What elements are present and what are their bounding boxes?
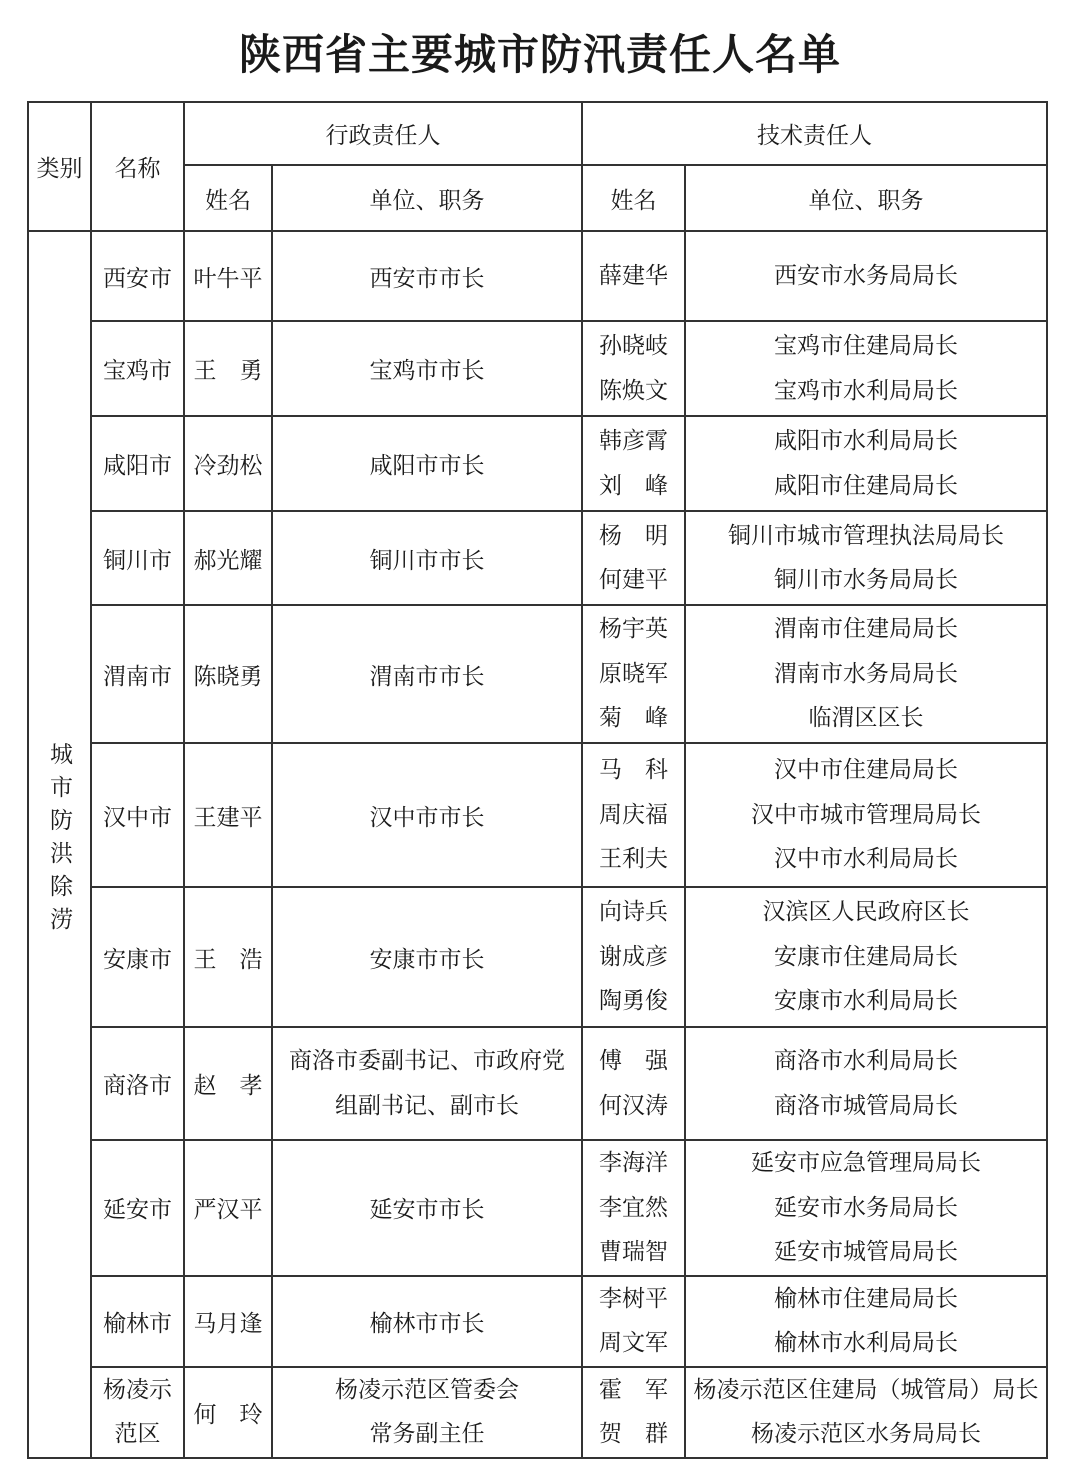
tech-unit-line: 杨凌示范区住建局（城管局）局长 [693, 1376, 1039, 1403]
table-body [28, 231, 1047, 1458]
city-name: 西安市 [91, 231, 184, 321]
city-name: 咸阳市 [91, 416, 184, 511]
tech-person [582, 887, 685, 1027]
document-title: 陕西省主要城市防汛责任人名单 [238, 30, 841, 79]
tech-person-line: 韩彦霄 [599, 428, 668, 454]
admin-person: 赵 孝 [184, 1027, 272, 1140]
city-name [91, 1367, 184, 1458]
table-row [28, 1276, 1047, 1367]
tech-person-line: 薛建华 [599, 262, 668, 289]
tech-person-line: 霍 军 [599, 1376, 668, 1403]
tech-person [582, 416, 685, 511]
city-name: 渭南市 [91, 605, 184, 743]
tech-unit-line: 咸阳市水利局局长 [774, 428, 958, 454]
tech-unit-line: 商洛市城管局局长 [774, 1092, 958, 1119]
admin-person: 叶牛平 [184, 231, 272, 321]
tech-unit [685, 605, 1047, 743]
tech-person [582, 605, 685, 743]
table-row [28, 605, 1047, 743]
table-row [28, 887, 1047, 1027]
admin-unit: 铜川市市长 [272, 511, 582, 605]
tech-person-line: 陶勇俊 [599, 988, 668, 1015]
admin-person: 王 浩 [184, 887, 272, 1027]
tech-person [582, 743, 685, 887]
tech-person-line: 孙晓岐 [599, 333, 668, 359]
tech-person [582, 511, 685, 605]
admin-unit-line: 商洛市委副书记、市政府党 [289, 1048, 565, 1074]
category-label: 城市防洪除涝 [46, 742, 72, 941]
tech-unit-line: 汉中市水利局局长 [774, 846, 958, 873]
city-name: 汉中市 [91, 743, 184, 887]
tech-person-line: 刘 峰 [599, 472, 668, 499]
tech-person-line: 王利夫 [599, 846, 668, 873]
tech-unit [685, 1027, 1047, 1140]
tech-unit-line: 延安市应急管理局局长 [751, 1150, 981, 1176]
table-row [28, 416, 1047, 511]
city-name: 商洛市 [91, 1027, 184, 1140]
admin-person: 何 玲 [184, 1367, 272, 1458]
tech-person-line: 马 科 [599, 757, 668, 784]
tech-person-line: 何汉涛 [599, 1092, 668, 1119]
tech-unit-line: 临渭区区长 [808, 705, 924, 732]
tech-unit-line: 安康市住建局局长 [774, 943, 958, 970]
tech-unit-line: 汉滨区人民政府区长 [762, 899, 970, 926]
city-name-line: 范区 [114, 1421, 161, 1447]
category-cell [28, 231, 91, 1458]
table-row [28, 743, 1047, 887]
tech-person-line: 李宜然 [599, 1194, 668, 1221]
tech-person [582, 231, 685, 321]
tech-person-line: 傅 强 [599, 1048, 668, 1074]
tech-unit-line: 宝鸡市水利局局长 [774, 377, 958, 404]
table-row [28, 1027, 1047, 1140]
admin-person: 马月逢 [184, 1276, 272, 1367]
admin-unit: 安康市市长 [272, 887, 582, 1027]
header-admin-person: 姓名 [184, 165, 272, 231]
city-name: 延安市 [91, 1140, 184, 1276]
tech-unit-line: 铜川市城市管理执法局局长 [728, 522, 1004, 549]
tech-unit-line: 杨凌示范区水务局局长 [751, 1421, 981, 1447]
header-tech-person: 姓名 [582, 165, 685, 231]
tech-person [582, 1276, 685, 1367]
tech-unit [685, 416, 1047, 511]
tech-unit-line: 渭南市水务局局长 [774, 660, 958, 687]
admin-unit: 西安市市长 [272, 231, 582, 321]
tech-person-line: 向诗兵 [599, 899, 668, 926]
tech-unit-line: 汉中市住建局局长 [774, 757, 958, 784]
tech-unit-line: 榆林市住建局局长 [774, 1285, 958, 1312]
header-tech-unit: 单位、职务 [685, 165, 1047, 231]
tech-person-line: 何建平 [599, 567, 668, 593]
tech-unit [685, 743, 1047, 887]
tech-person [582, 1140, 685, 1276]
tech-person-line: 陈焕文 [599, 377, 668, 404]
tech-unit [685, 321, 1047, 416]
admin-unit [272, 1367, 582, 1458]
tech-unit-line: 延安市水务局局长 [774, 1194, 958, 1221]
tech-unit [685, 887, 1047, 1027]
city-name: 铜川市 [91, 511, 184, 605]
responsibility-table [27, 101, 1048, 1459]
header-name: 名称 [91, 102, 184, 231]
admin-unit-line: 常务副主任 [369, 1421, 485, 1447]
city-name: 安康市 [91, 887, 184, 1027]
admin-person: 严汉平 [184, 1140, 272, 1276]
admin-unit: 汉中市市长 [272, 743, 582, 887]
admin-unit: 榆林市市长 [272, 1276, 582, 1367]
city-name: 榆林市 [91, 1276, 184, 1367]
admin-person: 王建平 [184, 743, 272, 887]
header-admin-group: 行政责任人 [184, 102, 582, 165]
tech-person-line: 杨宇英 [599, 616, 668, 643]
table-row [28, 321, 1047, 416]
admin-unit: 咸阳市市长 [272, 416, 582, 511]
tech-person [582, 1027, 685, 1140]
tech-person [582, 1367, 685, 1458]
city-name-line: 杨凌示 [103, 1376, 172, 1403]
city-name: 宝鸡市 [91, 321, 184, 416]
tech-unit-line: 商洛市水利局局长 [774, 1048, 958, 1074]
table-row [28, 231, 1047, 321]
tech-person-line: 周文军 [599, 1330, 668, 1356]
tech-person-line: 原晓军 [599, 660, 668, 687]
tech-unit [685, 1367, 1047, 1458]
tech-person [582, 321, 685, 416]
table-row [28, 1140, 1047, 1276]
tech-person-line: 曹瑞智 [599, 1239, 668, 1265]
tech-unit-line: 汉中市城市管理局局长 [751, 801, 981, 828]
admin-unit: 延安市市长 [272, 1140, 582, 1276]
admin-unit-line: 组副书记、副市长 [335, 1092, 519, 1119]
table-row [28, 1367, 1047, 1458]
admin-unit: 宝鸡市市长 [272, 321, 582, 416]
tech-person-line: 李海洋 [599, 1150, 668, 1176]
tech-unit-line: 安康市水利局局长 [774, 988, 958, 1015]
header-tech-group: 技术责任人 [582, 102, 1047, 165]
tech-unit [685, 1140, 1047, 1276]
admin-person: 王 勇 [184, 321, 272, 416]
tech-unit [685, 231, 1047, 321]
tech-person-line: 杨 明 [599, 522, 668, 549]
header-admin-unit: 单位、职务 [272, 165, 582, 231]
admin-unit: 渭南市市长 [272, 605, 582, 743]
tech-person-line: 李树平 [599, 1285, 668, 1312]
tech-person-line: 菊 峰 [599, 705, 668, 732]
admin-person: 陈晓勇 [184, 605, 272, 743]
header-category: 类别 [28, 102, 91, 231]
tech-person-line: 谢成彦 [599, 943, 668, 970]
tech-unit-line: 渭南市住建局局长 [774, 616, 958, 643]
tech-unit-line: 榆林市水利局局长 [774, 1330, 958, 1356]
admin-person: 郝光耀 [184, 511, 272, 605]
admin-unit [272, 1027, 582, 1140]
tech-unit-line: 宝鸡市住建局局长 [774, 333, 958, 359]
tech-unit-line: 西安市水务局局长 [774, 262, 958, 289]
tech-unit-line: 延安市城管局局长 [774, 1239, 958, 1265]
tech-unit-line: 铜川市水务局局长 [774, 567, 958, 593]
tech-person-line: 贺 群 [599, 1421, 668, 1447]
tech-unit [685, 1276, 1047, 1367]
tech-unit-line: 咸阳市住建局局长 [774, 472, 958, 499]
admin-person: 冷劲松 [184, 416, 272, 511]
tech-unit [685, 511, 1047, 605]
tech-person-line: 周庆福 [599, 801, 668, 828]
admin-unit-line: 杨凌示范区管委会 [335, 1376, 519, 1403]
table-row [28, 511, 1047, 605]
